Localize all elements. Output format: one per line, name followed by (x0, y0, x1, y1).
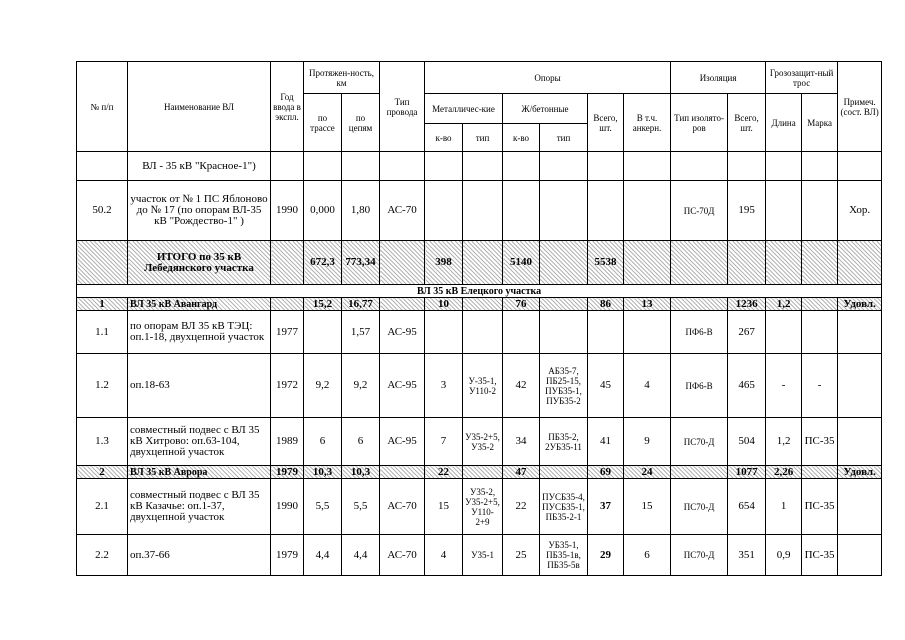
cell-metal-type: У35-1 (463, 535, 503, 576)
cell-year: 1979 (271, 466, 304, 479)
cell-num: 50.2 (77, 181, 128, 241)
cell-metal-qty (425, 152, 463, 181)
cell-year: 1972 (271, 354, 304, 418)
cell-wire: АС-70 (380, 181, 425, 241)
cell-name: ВЛ - 35 кВ "Красное-1") (128, 152, 271, 181)
table-row (77, 298, 882, 311)
cell-concrete-qty (503, 152, 540, 181)
cell-wire: АС-95 (380, 311, 425, 354)
cell-metal-type: У-35-1, У110-2 (463, 354, 503, 418)
cell-total: 45 (588, 354, 624, 418)
cell-wire (380, 152, 425, 181)
cell-insulator-type: ПС-70Д (671, 181, 728, 241)
cell-metal-qty: 22 (425, 466, 463, 479)
cell-note (838, 418, 882, 466)
cell-total: 69 (588, 466, 624, 479)
cell-insulator-type (671, 241, 728, 285)
cell-total (588, 152, 624, 181)
cell-metal-qty (425, 181, 463, 241)
header-concrete-type: тип (540, 124, 588, 152)
cell-name: ИТОГО по 35 кВ Лебедянского участка (128, 241, 271, 285)
table-row (77, 466, 882, 479)
table-row (77, 418, 882, 466)
cell-name: ВЛ 35 кВ Авангард (128, 298, 271, 311)
header-concrete: Ж/бетонные (503, 94, 588, 124)
cell-circuits: 10,3 (342, 466, 380, 479)
cell-anchor: 4 (624, 354, 671, 418)
cell-circuits: 1,80 (342, 181, 380, 241)
cell-insulator-total: 351 (728, 535, 766, 576)
table-row (77, 181, 882, 241)
cell-note (838, 479, 882, 535)
cell-num: 2 (77, 466, 128, 479)
cell-num: 2.1 (77, 479, 128, 535)
cell-year (271, 152, 304, 181)
cell-wire: АС-95 (380, 354, 425, 418)
cell-concrete-qty: 22 (503, 479, 540, 535)
cell-metal-type (463, 152, 503, 181)
cell-note (838, 152, 882, 181)
cell-insulator-type (671, 466, 728, 479)
cell-insulator-type: ПС70-Д (671, 479, 728, 535)
cell-route: 5,5 (304, 479, 342, 535)
cell-circuits: 773,34 (342, 241, 380, 285)
cell-total (588, 311, 624, 354)
cell-concrete-qty: 34 (503, 418, 540, 466)
cell-anchor (624, 241, 671, 285)
header-ground-wire: Грозозащит-ный трос (766, 62, 838, 94)
cell-circuits: 16,77 (342, 298, 380, 311)
cell-gw-brand: - (802, 354, 838, 418)
cell-gw-length: 2,26 (766, 466, 802, 479)
header-total-pcs: Всего, шт. (588, 94, 624, 152)
cell-total: 86 (588, 298, 624, 311)
cell-insulator-total: 267 (728, 311, 766, 354)
table-body (77, 152, 882, 576)
cell-gw-length: 1,2 (766, 418, 802, 466)
header-wire-type: Тип провода (380, 62, 425, 152)
cell-metal-qty: 3 (425, 354, 463, 418)
cell-wire: АС-95 (380, 418, 425, 466)
cell-anchor (624, 152, 671, 181)
cell-note: Удовл. (838, 298, 882, 311)
cell-note (838, 535, 882, 576)
cell-metal-type (463, 181, 503, 241)
cell-note: Удовл. (838, 466, 882, 479)
cell-gw-length: 1 (766, 479, 802, 535)
cell-metal-qty: 15 (425, 479, 463, 535)
cell-name: оп.37-66 (128, 535, 271, 576)
cell-route (304, 152, 342, 181)
cell-note: Хор. (838, 181, 882, 241)
header-gw-length: Длина (766, 94, 802, 152)
cell-num (77, 241, 128, 285)
cell-circuits: 9,2 (342, 354, 380, 418)
cell-insulator-total: 195 (728, 181, 766, 241)
cell-route: 6 (304, 418, 342, 466)
cell-concrete-type (540, 311, 588, 354)
table-row (77, 241, 882, 285)
cell-gw-length (766, 241, 802, 285)
cell-year: 1979 (271, 535, 304, 576)
cell-gw-brand: ПС-35 (802, 418, 838, 466)
cell-insulator-total: 504 (728, 418, 766, 466)
cell-metal-type (463, 298, 503, 311)
cell-concrete-type: ПУСБ35-4, ПУСБ35-1, ПБ35-2-1 (540, 479, 588, 535)
section-row (77, 285, 882, 298)
cell-metal-qty: 4 (425, 535, 463, 576)
cell-route (304, 311, 342, 354)
cell-insulator-total (728, 152, 766, 181)
header-concrete-qty: к-во (503, 124, 540, 152)
cell-gw-brand (802, 311, 838, 354)
cell-metal-qty: 398 (425, 241, 463, 285)
header-length: Протяжен-ность, км (304, 62, 380, 94)
cell-metal-type: У35-2+5, У35-2 (463, 418, 503, 466)
cell-concrete-type: ПБ35-2, 2УБ35-11 (540, 418, 588, 466)
cell-year: 1990 (271, 181, 304, 241)
cell-gw-length: 1,2 (766, 298, 802, 311)
cell-concrete-qty: 42 (503, 354, 540, 418)
cell-gw-brand (802, 298, 838, 311)
cell-circuits: 1,57 (342, 311, 380, 354)
cell-gw-brand (802, 466, 838, 479)
cell-circuits: 5,5 (342, 479, 380, 535)
cell-note (838, 354, 882, 418)
cell-note (838, 241, 882, 285)
cell-route: 0,000 (304, 181, 342, 241)
cell-total: 5538 (588, 241, 624, 285)
header-insulation: Изоляция (671, 62, 766, 94)
cell-num (77, 152, 128, 181)
cell-note (838, 311, 882, 354)
cell-route: 672,3 (304, 241, 342, 285)
cell-route: 4,4 (304, 535, 342, 576)
cell-metal-qty (425, 311, 463, 354)
cell-gw-brand (802, 241, 838, 285)
header-note: Примеч. (сост. ВЛ) (838, 62, 882, 152)
cell-gw-length (766, 181, 802, 241)
cell-concrete-qty (503, 181, 540, 241)
cell-insulator-type (671, 298, 728, 311)
cell-gw-brand: ПС-35 (802, 479, 838, 535)
cell-metal-type: У35-2, У35-2+5, У110-2+9 (463, 479, 503, 535)
section-title: ВЛ 35 кВ Елецкого участка (77, 285, 882, 298)
cell-concrete-type (540, 298, 588, 311)
cell-anchor (624, 181, 671, 241)
cell-num: 1.1 (77, 311, 128, 354)
table-row (77, 152, 882, 181)
table-row (77, 535, 882, 576)
cell-gw-brand (802, 152, 838, 181)
table-row (77, 479, 882, 535)
cell-num: 1.2 (77, 354, 128, 418)
cell-name: по опорам ВЛ 35 кВ ТЭЦ: оп.1-18, двухцепной участок (128, 311, 271, 354)
cell-insulator-total: 1077 (728, 466, 766, 479)
header-insulator-type: Тип изолято-ров (671, 94, 728, 152)
cell-concrete-type: УБ35-1, ПБ35-1в, ПБ35-5в (540, 535, 588, 576)
cell-metal-qty: 10 (425, 298, 463, 311)
cell-wire: АС-70 (380, 535, 425, 576)
header-year: Год ввода в экспл. (271, 62, 304, 152)
cell-name: участок от № 1 ПС Яблоново до № 17 (по опорам ВЛ-35 кВ "Рождество-1" ) (128, 181, 271, 241)
header-incl-anchor: В т.ч. анкерн. (624, 94, 671, 152)
cell-concrete-qty: 5140 (503, 241, 540, 285)
cell-concrete-type (540, 241, 588, 285)
cell-insulator-total: 465 (728, 354, 766, 418)
cell-wire (380, 241, 425, 285)
cell-route: 9,2 (304, 354, 342, 418)
cell-concrete-type (540, 152, 588, 181)
cell-anchor (624, 311, 671, 354)
cell-year: 1990 (271, 479, 304, 535)
cell-gw-length (766, 311, 802, 354)
cell-concrete-type: АБ35-7, ПБ25-15, ПУБ35-1, ПУБ35-2 (540, 354, 588, 418)
cell-wire (380, 466, 425, 479)
header-gw-brand: Марка (802, 94, 838, 152)
cell-insulator-type (671, 152, 728, 181)
cell-insulator-type: ПФ6-В (671, 354, 728, 418)
cell-name: оп.18-63 (128, 354, 271, 418)
cell-concrete-qty: 47 (503, 466, 540, 479)
cell-insulator-total (728, 241, 766, 285)
header-length-route: по трассе (304, 94, 342, 152)
cell-insulator-type: ПФ6-В (671, 311, 728, 354)
cell-anchor: 13 (624, 298, 671, 311)
table-row (77, 354, 882, 418)
cell-insulator-total: 654 (728, 479, 766, 535)
cell-total (588, 181, 624, 241)
cell-concrete-qty (503, 311, 540, 354)
cell-insulator-type: ПС70-Д (671, 535, 728, 576)
header-name: Наименование ВЛ (128, 62, 271, 152)
cell-gw-length: - (766, 354, 802, 418)
cell-metal-qty: 7 (425, 418, 463, 466)
cell-route: 15,2 (304, 298, 342, 311)
cell-gw-length: 0,9 (766, 535, 802, 576)
header-metal-type: тип (463, 124, 503, 152)
cell-year: 1977 (271, 311, 304, 354)
cell-gw-brand: ПС-35 (802, 535, 838, 576)
cell-total: 29 (588, 535, 624, 576)
cell-insulator-total: 1236 (728, 298, 766, 311)
cell-metal-type (463, 311, 503, 354)
header-length-circuits: по цепям (342, 94, 380, 152)
table-row (77, 311, 882, 354)
cell-concrete-qty: 76 (503, 298, 540, 311)
cell-circuits: 4,4 (342, 535, 380, 576)
cell-metal-type (463, 241, 503, 285)
cell-name: ВЛ 35 кВ Аврора (128, 466, 271, 479)
cell-circuits: 6 (342, 418, 380, 466)
cell-metal-type (463, 466, 503, 479)
cell-name: совместный подвес с ВЛ 35 кВ Казачье: оп.1-37, двухцепной участок (128, 479, 271, 535)
cell-num: 1.3 (77, 418, 128, 466)
cell-anchor: 15 (624, 479, 671, 535)
cell-anchor: 9 (624, 418, 671, 466)
cell-year (271, 298, 304, 311)
cell-year: 1989 (271, 418, 304, 466)
cell-concrete-type (540, 181, 588, 241)
cell-concrete-type (540, 466, 588, 479)
header-metal-qty: к-во (425, 124, 463, 152)
cell-name: совместный подвес с ВЛ 35 кВ Хитрово: оп.63-104, двухцепной участок (128, 418, 271, 466)
cell-total: 41 (588, 418, 624, 466)
cell-gw-length (766, 152, 802, 181)
cell-wire (380, 298, 425, 311)
header-supports: Опоры (425, 62, 671, 94)
cell-anchor: 24 (624, 466, 671, 479)
cell-circuits (342, 152, 380, 181)
cell-insulator-type: ПС70-Д (671, 418, 728, 466)
cell-num: 1 (77, 298, 128, 311)
cell-year (271, 241, 304, 285)
header-num: № п/п (77, 62, 128, 152)
cell-concrete-qty: 25 (503, 535, 540, 576)
cell-wire: АС-70 (380, 479, 425, 535)
cell-gw-brand (802, 181, 838, 241)
cell-route: 10,3 (304, 466, 342, 479)
document-sheet (76, 61, 881, 576)
cell-total: 37 (588, 479, 624, 535)
header-insulator-total: Всего, шт. (728, 94, 766, 152)
header-metal: Металличес-кие (425, 94, 503, 124)
power-lines-table (76, 61, 882, 576)
cell-anchor: 6 (624, 535, 671, 576)
cell-num: 2.2 (77, 535, 128, 576)
